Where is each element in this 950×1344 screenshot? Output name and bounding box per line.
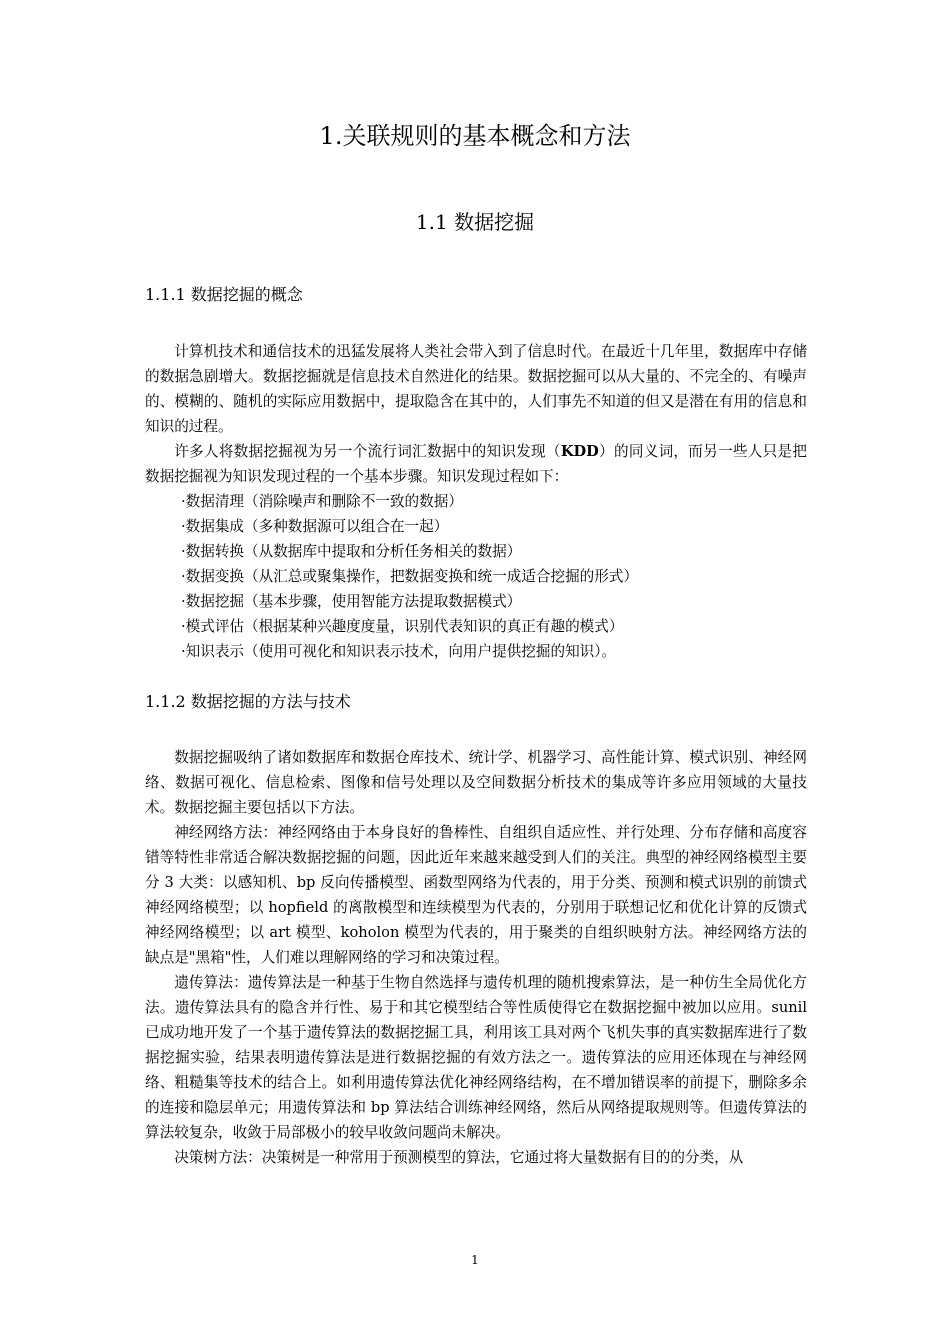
list-item: ·数据清理（消除噪声和删除不一致的数据） [181, 493, 463, 510]
page-number: 1 [471, 1253, 479, 1267]
subsection-1-body [145, 339, 807, 664]
kdd-bold: KDD [560, 443, 599, 460]
list-item: ·数据集成（多种数据源可以组合在一起） [181, 518, 449, 535]
paragraph: 决策树方法：决策树是一种常用于预测模型的算法，它通过将大量数据有目的的分类，从 [174, 1149, 744, 1166]
list-item: ·数据转换（从数据库中提取和分析任务相关的数据） [181, 543, 522, 560]
chapter-title: 1.关联规则的基本概念和方法 [319, 122, 631, 150]
paragraph: 数据挖掘吸纳了诸如数据库和数据仓库技术、统计学、机器学习、高性能计算、模式识别、神经网络、数据可视化、信息检索、图像和信号处理以及空间数据分析技术的集成等许多应用领域的大量技术。数据挖掘主要包括以下方法。 [145, 749, 807, 816]
subsection-2-body [145, 745, 807, 1170]
list-item: ·知识表示（使用可视化和知识表示技术，向用户提供挖掘的知识）。 [181, 643, 617, 660]
paragraph: 遗传算法：遗传算法是一种基于生物自然选择与遗传机理的随机搜索算法，是一种仿生全局优化方法。遗传算法具有的隐含并行性、易于和其它模型结合等性质使得它在数据挖掘中被加以应用。sunil 已成功地开发了一个基于遗传算法的数据挖掘工具，利用该工具对两个飞机失事的真实数据库进行了数据挖掘实验，结果表明遗传算法是进行数据挖掘的有效方法之一。遗传算法的应用还体现在与神经网络、粗糙集等技术的结合上。如利用遗传算法优化神经网络结构，在不增加错误率的前提下，删除多余的连接和隐层单元；用遗传算法和 bp 算法结合训练神经网络，然后从网络提取规则等。但遗传算法的算法较复杂，收敛于局部极小的较早收敛问题尚未解决。 [145, 974, 807, 1141]
paragraph: 神经网络方法：神经网络由于本身良好的鲁棒性、自组织自适应性、并行处理、分布存储和高度容错等特性非常适合解决数据挖掘的问题，因此近年来越来越受到人们的关注。典型的神经网络模型主要分 3 大类：以感知机、bp 反向传播模型、函数型网络为代表的，用于分类、预测和模式识别的前馈式神经网络模型；以 hopfield 的离散模型和连续模型为代表的，分别用于联想记忆和优化计算的反馈式神经网络模型；以 art 模型、koholon 模型为代表的，用于聚类的自组织映射方法。神经网络方法的缺点是"黑箱"性，人们难以理解网络的学习和决策过程。 [145, 824, 807, 966]
list-item: ·模式评估（根据某种兴趣度度量，识别代表知识的真正有趣的模式） [181, 618, 624, 635]
list-item: ·数据挖掘（基本步骤，使用智能方法提取数据模式） [181, 593, 522, 610]
list-item: ·数据变换（从汇总或聚集操作，把数据变换和统一成适合挖掘的形式） [181, 568, 639, 585]
subsection-heading-2: 1.1.2 数据挖掘的方法与技术 [145, 692, 351, 711]
kdd-steps-list [145, 489, 807, 664]
paragraph: 许多人将数据挖掘视为另一个流行词汇数据中的知识发现（KDD）的同义词，而另一些人只是把数据挖掘视为知识发现过程的一个基本步骤。知识发现过程如下： [145, 443, 807, 485]
section-heading: 1.1 数据挖掘 [415, 210, 535, 234]
paragraph: 计算机技术和通信技术的迅猛发展将人类社会带入到了信息时代。在最近十几年里，数据库中存储的数据急剧增大。数据挖掘就是信息技术自然进化的结果。数据挖掘可以从大量的、不完全的、有噪声的、模糊的、随机的实际应用数据中，提取隐含在其中的，人们事先不知道的但又是潜在有用的信息和知识的过程。 [145, 343, 807, 435]
subsection-heading-1: 1.1.1 数据挖掘的概念 [145, 285, 303, 304]
